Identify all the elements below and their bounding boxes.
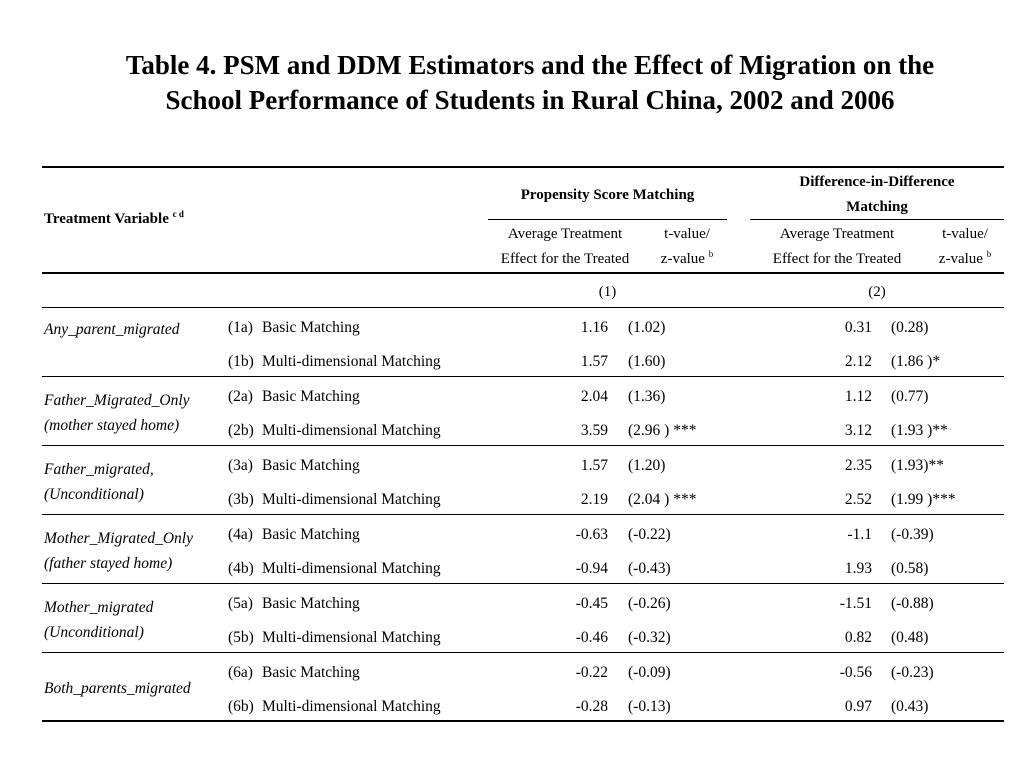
column-number-2: (2)	[868, 284, 886, 300]
row-method: Basic Matching	[262, 526, 360, 543]
ddm-ate-value: -1.1	[847, 526, 872, 543]
psm-tvalue: (2.04 ) ***	[628, 491, 697, 508]
ddm-tvalue: (1.93 )**	[891, 422, 948, 439]
ddm-tvalue: (-0.39)	[891, 526, 934, 543]
ddm-ate-value: -0.56	[839, 664, 872, 681]
ddm-ate-value: 3.12	[844, 422, 872, 439]
psm-tvalue-header-line1: t-value/	[664, 226, 710, 242]
row-code: (3b)	[228, 491, 254, 508]
ddm-tvalue: (0.28)	[891, 319, 929, 336]
top-rule	[42, 166, 1004, 168]
psm-ate-value: 1.57	[580, 457, 608, 474]
ddm-tvalue: (-0.23)	[891, 664, 934, 681]
psm-ate-value: 2.04	[580, 388, 608, 405]
row-method: Basic Matching	[262, 664, 360, 681]
row-code: (6b)	[228, 698, 254, 715]
row-method: Basic Matching	[262, 457, 360, 474]
row-code: (5a)	[228, 595, 253, 612]
ddm-ate-value: 2.35	[844, 457, 872, 474]
psm-tvalue: (1.02)	[628, 319, 666, 336]
psm-tvalue-header-line2: z-value $^b$	[660, 249, 714, 267]
column-number-1: (1)	[598, 284, 617, 300]
row-method: Multi-dimensional Matching	[262, 422, 441, 439]
group-label-line1: Mother_Migrated_Only	[44, 530, 193, 547]
ddm-ate-value: 2.52	[844, 491, 872, 508]
psm-ate-header-line1: Average Treatment	[507, 226, 623, 242]
ddm-tvalue-header-line1: t-value/	[942, 226, 988, 242]
row-method: Multi-dimensional Matching	[262, 560, 441, 577]
ddm-tvalue-header-line2: z-value $^b$	[938, 249, 992, 267]
psm-tvalue: (-0.13)	[628, 698, 671, 715]
ddm-group-underline	[750, 219, 1004, 220]
ddm-tvalue: (1.93)**	[891, 457, 944, 474]
ddm-ate-value: 1.12	[844, 388, 872, 405]
row-code: (3a)	[228, 457, 253, 474]
group-divider	[42, 652, 1004, 653]
ddm-tvalue: (0.43)	[891, 698, 929, 715]
psm-ate-value: -0.45	[575, 595, 608, 612]
psm-group-header: Propensity Score Matching	[520, 187, 695, 203]
psm-tvalue: (-0.22)	[628, 526, 671, 543]
group-divider	[42, 376, 1004, 377]
row-code: (1a)	[228, 319, 253, 336]
ddm-tvalue: (0.58)	[891, 560, 929, 577]
row-code: (1b)	[228, 353, 254, 370]
ddm-ate-value: 2.12	[844, 353, 872, 370]
psm-ate-header-line2: Effect for the Treated	[500, 251, 630, 267]
psm-ate-value: 1.16	[580, 319, 608, 336]
psm-tvalue: (1.36)	[628, 388, 666, 405]
row-code: (2b)	[228, 422, 254, 439]
row-code: (4b)	[228, 560, 254, 577]
column-number-rule	[42, 307, 1004, 308]
psm-ate-value: -0.28	[575, 698, 608, 715]
ddm-ate-value: 0.31	[844, 319, 872, 336]
psm-ate-value: 1.57	[580, 353, 608, 370]
group-label: Any_parent_migrated	[44, 321, 180, 338]
row-code: (5b)	[228, 629, 254, 646]
group-divider	[42, 445, 1004, 446]
ddm-ate-header-line2: Effect for the Treated	[772, 251, 902, 267]
psm-tvalue: (-0.32)	[628, 629, 671, 646]
ddm-ate-value: 0.97	[844, 698, 872, 715]
group-label-line2: (Unconditional)	[44, 486, 144, 503]
psm-ate-value: -0.63	[575, 526, 608, 543]
group-label-line1: Father_migrated,	[44, 461, 154, 478]
psm-tvalue: (1.60)	[628, 353, 666, 370]
group-label-line1: Mother_migrated	[44, 599, 154, 616]
row-method: Basic Matching	[262, 319, 360, 336]
group-divider	[42, 514, 1004, 515]
ddm-ate-value: 1.93	[844, 560, 872, 577]
row-method: Multi-dimensional Matching	[262, 698, 441, 715]
group-label-line2: (mother stayed home)	[44, 417, 180, 434]
row-method: Multi-dimensional Matching	[262, 491, 441, 508]
row-method: Multi-dimensional Matching	[262, 629, 441, 646]
ddm-tvalue: (0.77)	[891, 388, 929, 405]
ddm-tvalue: (1.99 )***	[891, 491, 956, 508]
psm-tvalue: (-0.43)	[628, 560, 671, 577]
group-label-line2: (father stayed home)	[44, 555, 173, 572]
ddm-tvalue: (0.48)	[891, 629, 929, 646]
psm-tvalue: (2.96 ) ***	[628, 422, 697, 439]
row-method: Basic Matching	[262, 388, 360, 405]
psm-tvalue: (-0.26)	[628, 595, 671, 612]
table-title-line2: School Performance of Students in Rural China, 2002 and 2006	[165, 85, 895, 115]
psm-ate-value: 2.19	[580, 491, 608, 508]
table-title-line1: Table 4. PSM and DDM Estimators and the Effect of Migration on the	[125, 50, 935, 80]
psm-group-underline	[488, 219, 727, 220]
group-label-line1: Father_Migrated_Only	[44, 392, 190, 409]
psm-ate-value: -0.94	[575, 560, 608, 577]
ddm-tvalue: (-0.88)	[891, 595, 934, 612]
psm-tvalue: (-0.09)	[628, 664, 671, 681]
row-method: Multi-dimensional Matching	[262, 353, 441, 370]
psm-ate-value: -0.22	[575, 664, 608, 681]
group-label-line2: (Unconditional)	[44, 624, 144, 641]
ddm-group-header-line2: Matching	[846, 199, 908, 215]
table-title	[0, 48, 1024, 118]
row-code: (2a)	[228, 388, 253, 405]
row-code: (4a)	[228, 526, 253, 543]
ddm-ate-value: 0.82	[844, 629, 872, 646]
header-rule	[42, 272, 1004, 274]
psm-ate-value: -0.46	[575, 629, 608, 646]
psm-ate-value: 3.59	[580, 422, 608, 439]
group-label: Both_parents_migrated	[44, 680, 191, 697]
ddm-ate-header-line1: Average Treatment	[779, 226, 895, 242]
ddm-ate-value: -1.51	[839, 595, 872, 612]
ddm-group-header-line1: Difference-in-Difference	[799, 174, 955, 190]
psm-tvalue: (1.20)	[628, 457, 666, 474]
bottom-rule	[42, 720, 1004, 722]
row-method: Basic Matching	[262, 595, 360, 612]
row-code: (6a)	[228, 664, 253, 681]
group-divider	[42, 583, 1004, 584]
ddm-tvalue: (1.86 )*	[891, 353, 941, 370]
treatment-variable-header: Treatment Variable $^{c d}$	[44, 209, 184, 227]
